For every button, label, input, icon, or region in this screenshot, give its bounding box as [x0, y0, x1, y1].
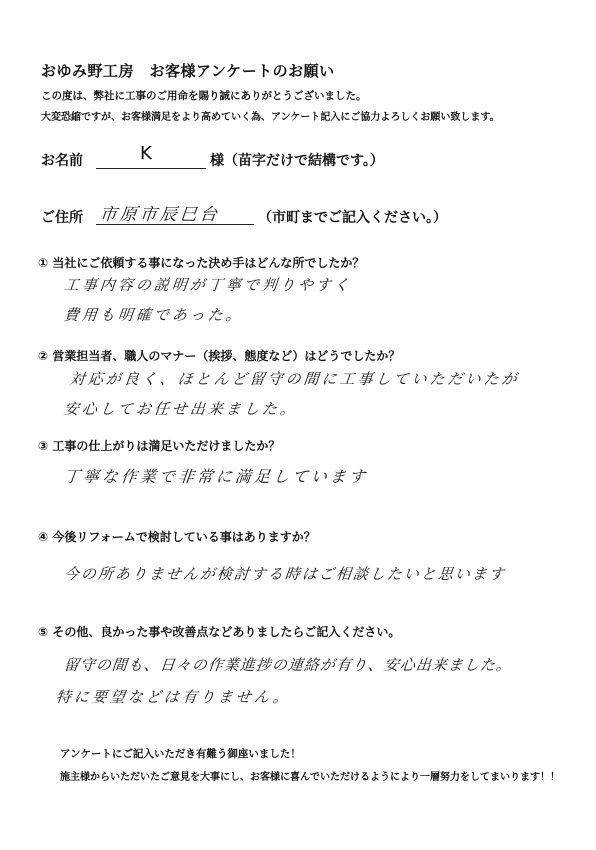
name-label: お名前: [41, 153, 83, 169]
answer-3-line-1: 丁寧な作業で非常に満足しています: [62, 467, 369, 486]
answer-5-line-1: 留守の間も、日々の作業進捗の連絡が有り、安心出来ました。: [63, 656, 513, 674]
answer-2-line-2: 安心してお任せ出来ました。: [63, 400, 299, 418]
answer-2-line-1: 対応が良く、ほとんど留守の間に工事していただいたが: [69, 370, 521, 388]
footer-thanks: アンケートにご記入いただき有難う御座いました！: [60, 748, 301, 760]
question-4: ④ 今後リフォームで検討している事はありますか？: [38, 530, 316, 544]
address-label: ご住所: [41, 210, 83, 226]
name-suffix: 様（苗字だけで結構です。）: [210, 153, 384, 169]
page-title: おゆみ野工房 お客様アンケートのお願い: [41, 62, 335, 80]
question-1: ① 当社にご依頼する事になった決め手はどんな所でしたか？: [38, 256, 365, 270]
footer-commitment: 施主様からいただいたご意見を大事にし、お客様に喜んでいただけるようにより一層努力をしてまいります！！: [60, 772, 560, 783]
name-value: K: [140, 143, 152, 164]
answer-5-line-2: 特に要望などは有りません。: [55, 688, 292, 706]
intro-line-2: 大変恐縮ですが、お客様満足をより高めていく為、アンケート記入にご協力よろしくお願い致します。: [41, 112, 500, 123]
name-underline: [96, 168, 206, 169]
answer-1-line-2: 費用も明確であった。: [63, 306, 245, 324]
answer-4-line-1: 今の所ありませんが検討する時はご相談したいと思います: [63, 565, 507, 583]
address-suffix: （市町までご記入ください。）: [258, 210, 447, 226]
question-2: ② 営業担当者、職人のマナー（挨拶、態度など）はどうでしたか？: [38, 349, 401, 363]
address-underline: [96, 224, 254, 225]
intro-line-1: この度は、弊社に工事のご用命を賜り誠にありがとうございました。: [41, 90, 367, 102]
answer-1-line-1: 工事内容の説明が丁寧で判りやすく: [63, 276, 353, 294]
question-5: ⑤ その他、良かった事や改善点などありましたらご記入ください。: [38, 625, 401, 639]
question-3: ③ 工事の仕上がりは満足いただけましたか？: [38, 439, 281, 453]
address-value: 市原市辰巳台: [98, 205, 221, 225]
